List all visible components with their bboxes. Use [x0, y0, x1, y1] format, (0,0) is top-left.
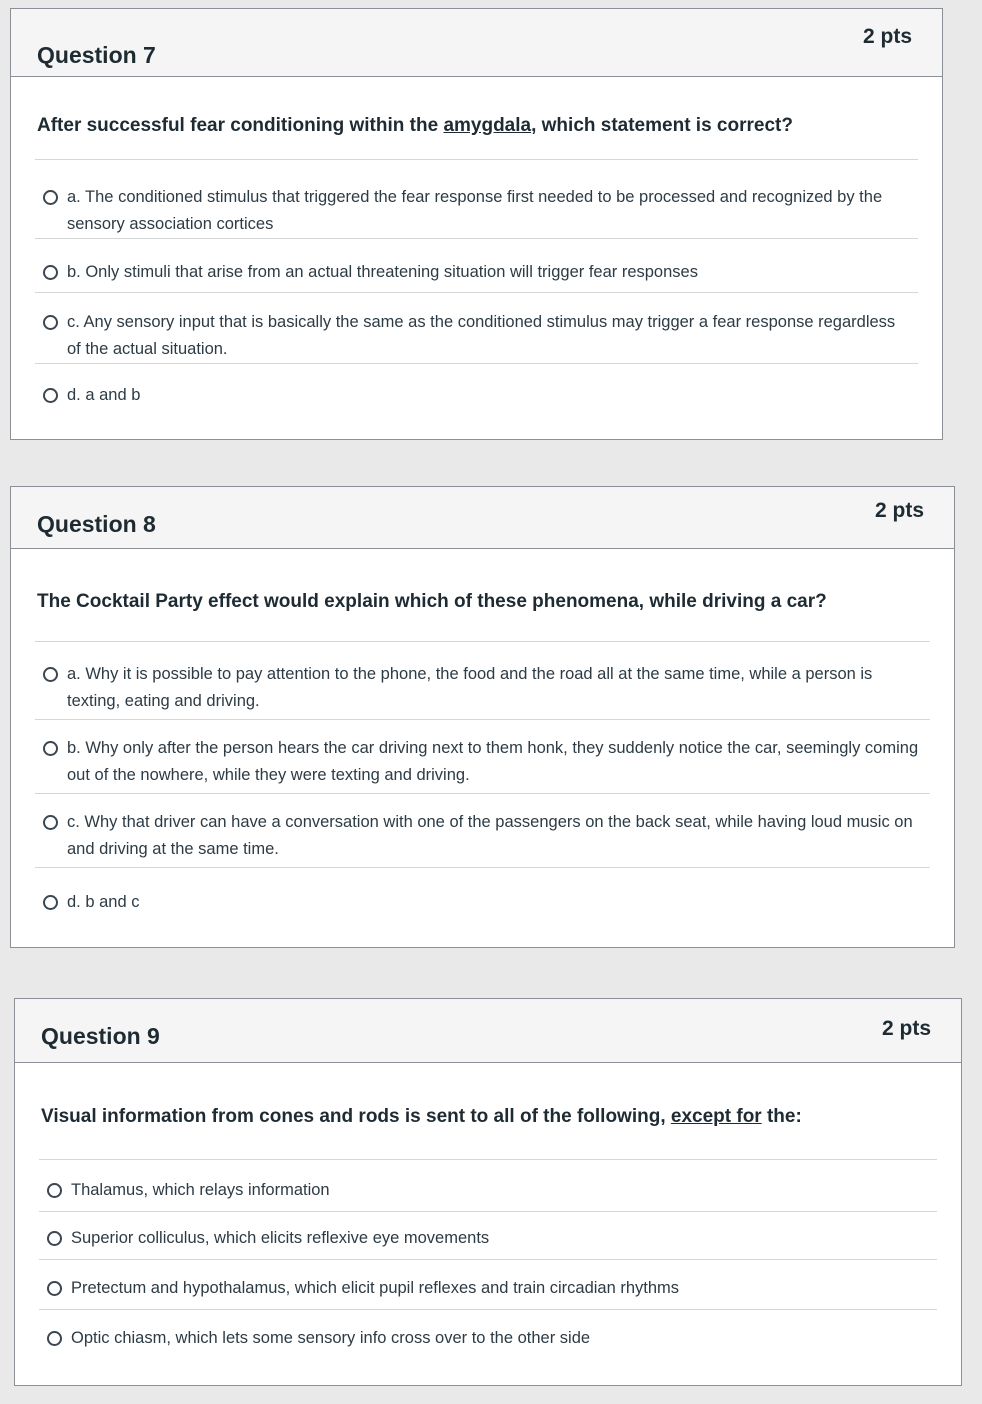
divider [35, 238, 918, 239]
divider [39, 1259, 937, 1260]
answer-option-thalamus[interactable] [45, 1177, 931, 1204]
question-7-header [11, 9, 942, 77]
question-title: Question 9 [41, 1023, 160, 1049]
answer-label: d. b and c [67, 893, 140, 911]
radio-button[interactable] [47, 1281, 62, 1296]
answer-label: a. Why it is possible to pay attention to the phone, the food and the road all at the same time, while a person is texting, eating and driving. [67, 665, 873, 710]
radio-button[interactable] [47, 1183, 62, 1198]
divider [35, 159, 918, 160]
divider [35, 363, 918, 364]
answer-option-d[interactable] [41, 382, 912, 409]
question-7-card [10, 8, 943, 440]
question-text: After successful fear conditioning within the amygdala, which statement is correct? [37, 115, 793, 136]
question-points: 2 pts [874, 499, 924, 522]
divider [35, 292, 918, 293]
answer-label: a. The conditioned stimulus that triggered the fear response first needed to be processed and recognized by the sensory association cortices [67, 188, 883, 233]
question-points: 2 pts [881, 1017, 931, 1040]
question-8-card [10, 486, 955, 948]
underlined-term: except for [670, 1106, 762, 1127]
radio-button[interactable] [47, 1231, 62, 1246]
question-text: The Cocktail Party effect would explain which of these phenomena, while driving a car? [37, 591, 827, 612]
answer-option-a[interactable] [41, 184, 912, 238]
radio-button[interactable] [43, 741, 58, 756]
divider [39, 1309, 937, 1310]
answer-label: Superior colliculus, which elicits reflexive eye movements [71, 1229, 490, 1247]
question-title: Question 8 [37, 511, 156, 537]
answer-label: Thalamus, which relays information [71, 1181, 330, 1199]
radio-button[interactable] [43, 815, 58, 830]
radio-button[interactable] [43, 190, 58, 205]
question-title: Question 7 [37, 42, 156, 68]
divider [39, 1159, 937, 1160]
radio-button[interactable] [43, 895, 58, 910]
answer-label: b. Why only after the person hears the car driving next to them honk, they suddenly notice the car, seemingly coming out of the nowhere, while they were texting and driving. [67, 739, 919, 784]
question-9-card [14, 998, 962, 1386]
answer-label: c. Why that driver can have a conversation with one of the passengers on the back seat, while having loud music on and driving at the same time. [67, 813, 913, 858]
answer-option-pretectum[interactable] [45, 1275, 931, 1302]
answer-option-c[interactable] [41, 309, 912, 363]
answer-option-b[interactable] [41, 259, 912, 286]
radio-button[interactable] [43, 388, 58, 403]
answer-option-a[interactable] [41, 661, 924, 715]
question-9-header [15, 999, 961, 1063]
divider [35, 867, 930, 868]
radio-button[interactable] [43, 667, 58, 682]
question-8-header [11, 487, 954, 549]
divider [35, 719, 930, 720]
answer-label: b. Only stimuli that arise from an actual threatening situation will trigger fear responses [67, 263, 698, 281]
divider [35, 641, 930, 642]
question-text: Visual information from cones and rods is sent to all of the following, except for the: [41, 1106, 802, 1127]
underlined-term: amygdala [443, 115, 532, 136]
radio-button[interactable] [47, 1331, 62, 1346]
radio-button[interactable] [43, 265, 58, 280]
answer-label: Pretectum and hypothalamus, which elicit pupil reflexes and train circadian rhythms [71, 1279, 680, 1297]
divider [35, 793, 930, 794]
answer-option-optic-chiasm[interactable] [45, 1325, 931, 1352]
answer-option-b[interactable] [41, 735, 924, 789]
divider [39, 1211, 937, 1212]
answer-label: d. a and b [67, 386, 141, 404]
answer-label: Optic chiasm, which lets some sensory info cross over to the other side [71, 1329, 591, 1347]
answer-option-superior-colliculus[interactable] [45, 1225, 931, 1252]
question-points: 2 pts [862, 25, 912, 48]
answer-option-c[interactable] [41, 809, 924, 863]
answer-option-d[interactable] [41, 889, 924, 916]
answer-label: c. Any sensory input that is basically the same as the conditioned stimulus may trigger a fear response regardless of the actual situation. [67, 313, 896, 358]
radio-button[interactable] [43, 315, 58, 330]
